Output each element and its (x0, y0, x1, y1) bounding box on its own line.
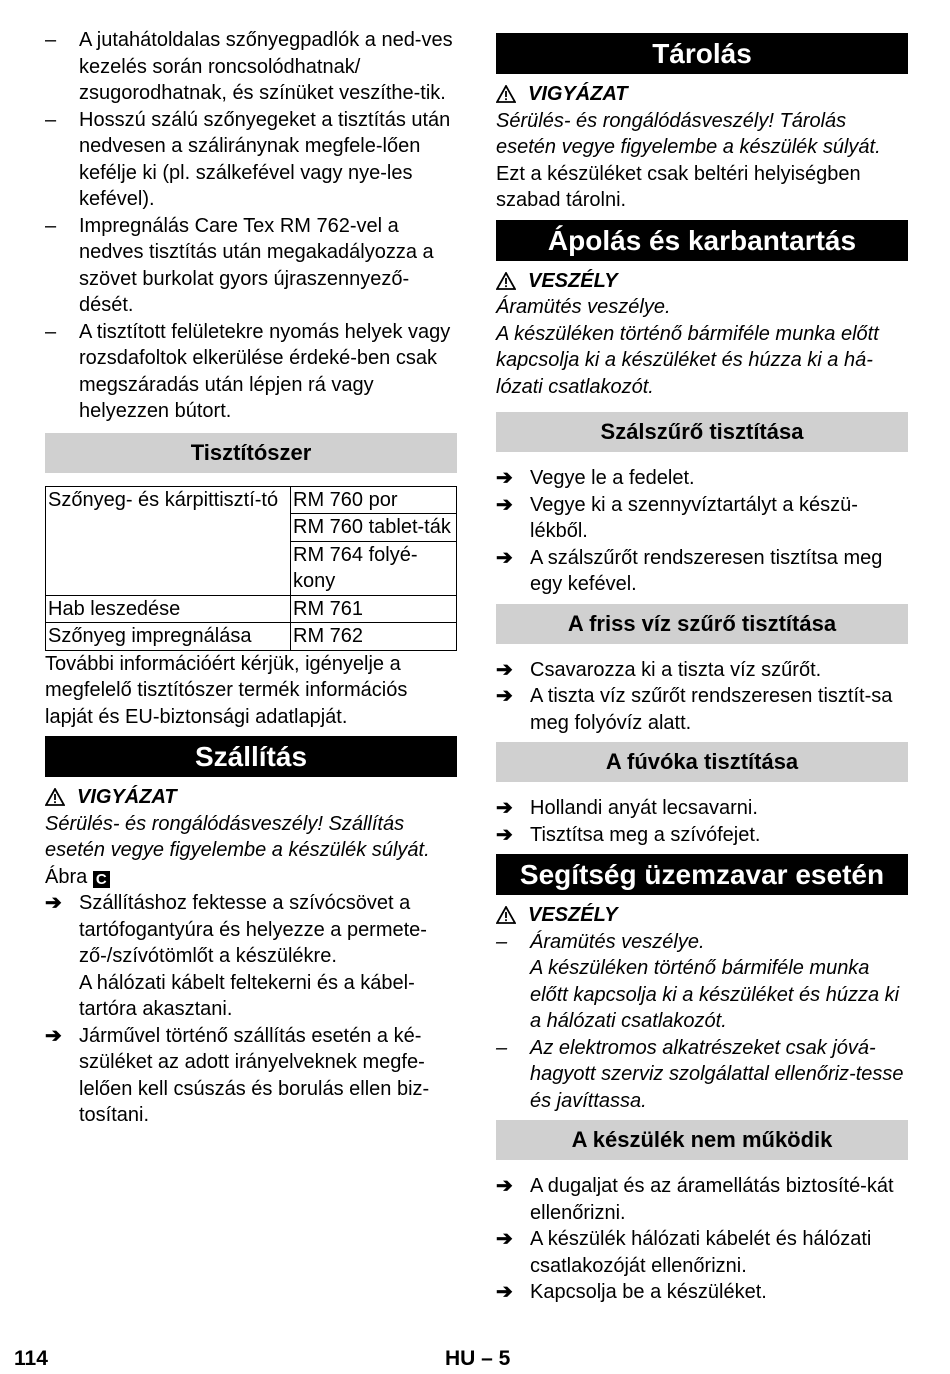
arrow-right-icon: ➔ (496, 546, 513, 569)
warning-text: Sérülés- és rongálódásveszély! Tárolás esetén vegye figyelembe a készülék súlyát. (496, 109, 881, 158)
lint-steps (496, 465, 908, 598)
left-column (45, 27, 457, 1129)
intro-list (45, 27, 457, 425)
transport-steps (45, 890, 457, 1129)
arrow-right-icon: ➔ (496, 823, 513, 846)
step-text: Járművel történő szállítás esetén a ké-szüléket az adott irányelveknek megfe-lelően kell csúszás és borulás ellen biz-tosítani. (79, 1024, 430, 1126)
list-item (496, 822, 908, 849)
table-cell: RM 760 por (291, 486, 457, 514)
list-item (496, 492, 908, 545)
storage-text: Ezt a készüléket csak beltéri helyiségben szabad tárolni. (496, 162, 861, 211)
arrow-right-icon: ➔ (496, 658, 513, 681)
list-item (496, 545, 908, 598)
list-item: – Impregnálás Care Tex RM 762-vel a nedves tisztítás után megakadályozza a szövet burkolat gyors újraszennyező-dését. (45, 213, 457, 319)
step-text: Szállításhoz fektesse a szívócsövet a tartófogantyúra és helyezze a permete-ző-/szívótömlőt a készülékre. (79, 892, 427, 967)
list-item (45, 890, 457, 1023)
step-text: Vegye le a fedelet. (530, 467, 695, 489)
step-text: A szálszűrőt rendszeresen tisztítsa meg egy kefével. (530, 546, 883, 595)
list-item (496, 929, 908, 1035)
warning-triangle-icon (496, 85, 516, 103)
section-heading-care: Ápolás és karbantartás (496, 220, 908, 261)
warning-title (496, 268, 908, 295)
cleaning-note: További információért kérjük, igényelje a megfelelő tisztítószer termék információs lapját és EU-biztonsági adatlapját. (45, 652, 408, 728)
table-cell: RM 764 folyé-kony (291, 541, 457, 595)
list-item: – A jutahátoldalas szőnyegpadlók a ned-ves kezelés során roncsolódhatnak/ zsugorodhatnak, és színüket veszíthe-tik. (45, 27, 457, 107)
not-working-steps (496, 1173, 908, 1306)
list-item: – Az elektromos alkatrészeket csak jóvá-hagyott szerviz szolgálattal ellenőriz-tesse és javíttassa. (496, 1035, 908, 1115)
right-column (496, 33, 908, 1306)
arrow-right-icon: ➔ (45, 1024, 62, 1047)
arrow-right-icon: ➔ (45, 892, 62, 914)
warning-title (45, 784, 457, 811)
warning-text: Áramütés veszélye. (530, 930, 705, 953)
arrow-right-icon: ➔ (496, 493, 513, 516)
arrow-right-icon: ➔ (496, 685, 513, 707)
arrow-right-icon: ➔ (496, 1175, 513, 1197)
warning-text: A készüléken történő bármiféle munka előtt kapcsolja ki a készüléket és húzza ki a hálózati csatlakozót. (530, 957, 900, 1032)
cleaning-agent-table (45, 486, 457, 651)
step-text-extra: A hálózati kábelt feltekerni és a kábel-tartóra akasztani. (79, 971, 415, 1020)
list-item (496, 657, 908, 684)
fresh-steps (496, 657, 908, 737)
step-text: Kapcsolja be a készüléket. (530, 1281, 767, 1303)
section-heading-cleaning-agent: Tisztítószer (45, 433, 457, 473)
page-number: 114 (14, 1347, 48, 1370)
list-item (45, 1023, 457, 1129)
warning-title (496, 81, 908, 108)
list-item: – Hosszú szálú szőnyegeket a tisztítás után nedvesen a száliránynak megfele-lően kefélje ki (pl. szálkefével vagy nye-les kefével). (45, 107, 457, 213)
list-item (496, 465, 908, 492)
arrow-right-icon: ➔ (496, 1281, 513, 1303)
table-cell: Hab leszedése (46, 595, 291, 623)
list-item (496, 1279, 908, 1306)
warning-text: A készüléken történő bármiféle munka előtt kapcsolja ki a készüléket és húzza ki a há-lózati csatlakozót. (496, 322, 879, 398)
warning-label: VIGYÁZAT (77, 786, 177, 808)
list-item (496, 795, 908, 822)
section-heading-troubleshooting: Segítség üzemzavar esetén (496, 854, 908, 895)
table-cell: RM 761 (291, 595, 457, 623)
list-item: – A tisztított felületekre nyomás helyek vagy rozsdafoltok elkerülése érdeké-ben csak megszáradás után lépjen rá vagy helyezzen bútort. (45, 319, 457, 425)
page-section-label: HU – 5 (445, 1347, 511, 1370)
arrow-right-icon: ➔ (496, 797, 513, 819)
section-heading-lint-filter: Szálszűrő tisztítása (496, 412, 908, 452)
warning-text: Áramütés veszélye. (496, 296, 671, 318)
warning-text: Sérülés- és rongálódásveszély! Szállítás esetén vegye figyelembe a készülék súlyát. (45, 812, 430, 861)
list-item (496, 1226, 908, 1279)
section-heading-fresh-water-filter: A friss víz szűrő tisztítása (496, 604, 908, 644)
nozzle-steps (496, 795, 908, 848)
figure-letter-badge: C (93, 871, 110, 888)
table-row (46, 486, 457, 514)
warning-title (496, 902, 908, 929)
warning-triangle-icon (496, 906, 516, 924)
step-text: A dugaljat és az áramellátás biztosíté-kát ellenőrizni. (530, 1175, 894, 1224)
step-text: A készülék hálózati kábelét és hálózati csatlakozóját ellenőrizni. (530, 1228, 872, 1277)
table-row (46, 595, 457, 623)
step-text: A tiszta víz szűrőt rendszeresen tisztít-sa meg folyóvíz alatt. (530, 685, 893, 734)
figure-reference (45, 864, 457, 891)
table-cell: Szőnyeg impregnálása (46, 623, 291, 651)
section-heading-nozzle: A fúvóka tisztítása (496, 742, 908, 782)
table-cell: RM 760 tablet-ták (291, 514, 457, 542)
section-heading-device-not-working: A készülék nem működik (496, 1120, 908, 1160)
warning-label: VESZÉLY (528, 904, 618, 926)
step-text: Csavarozza ki a tiszta víz szűrőt. (530, 658, 822, 681)
table-row (46, 623, 457, 651)
step-text: Tisztítsa meg a szívófejet. (530, 823, 761, 846)
section-heading-storage: Tárolás (496, 33, 908, 74)
arrow-right-icon: ➔ (496, 467, 513, 489)
step-text: Hollandi anyát lecsavarni. (530, 797, 758, 819)
list-item (496, 1173, 908, 1226)
table-cell: RM 762 (291, 623, 457, 651)
table-cell: Szőnyeg- és kárpittisztí-tó (46, 486, 291, 595)
arrow-right-icon: ➔ (496, 1228, 513, 1250)
list-item (496, 683, 908, 736)
figure-label: Ábra (45, 865, 88, 888)
warning-label: VIGYÁZAT (528, 83, 628, 105)
trouble-warning-list (496, 929, 908, 1115)
warning-label: VESZÉLY (528, 269, 618, 292)
section-heading-transport: Szállítás (45, 736, 457, 777)
step-text: Vegye ki a szennyvíztartályt a készü-lékből. (530, 493, 858, 542)
warning-triangle-icon (496, 272, 516, 290)
warning-triangle-icon (45, 788, 65, 806)
